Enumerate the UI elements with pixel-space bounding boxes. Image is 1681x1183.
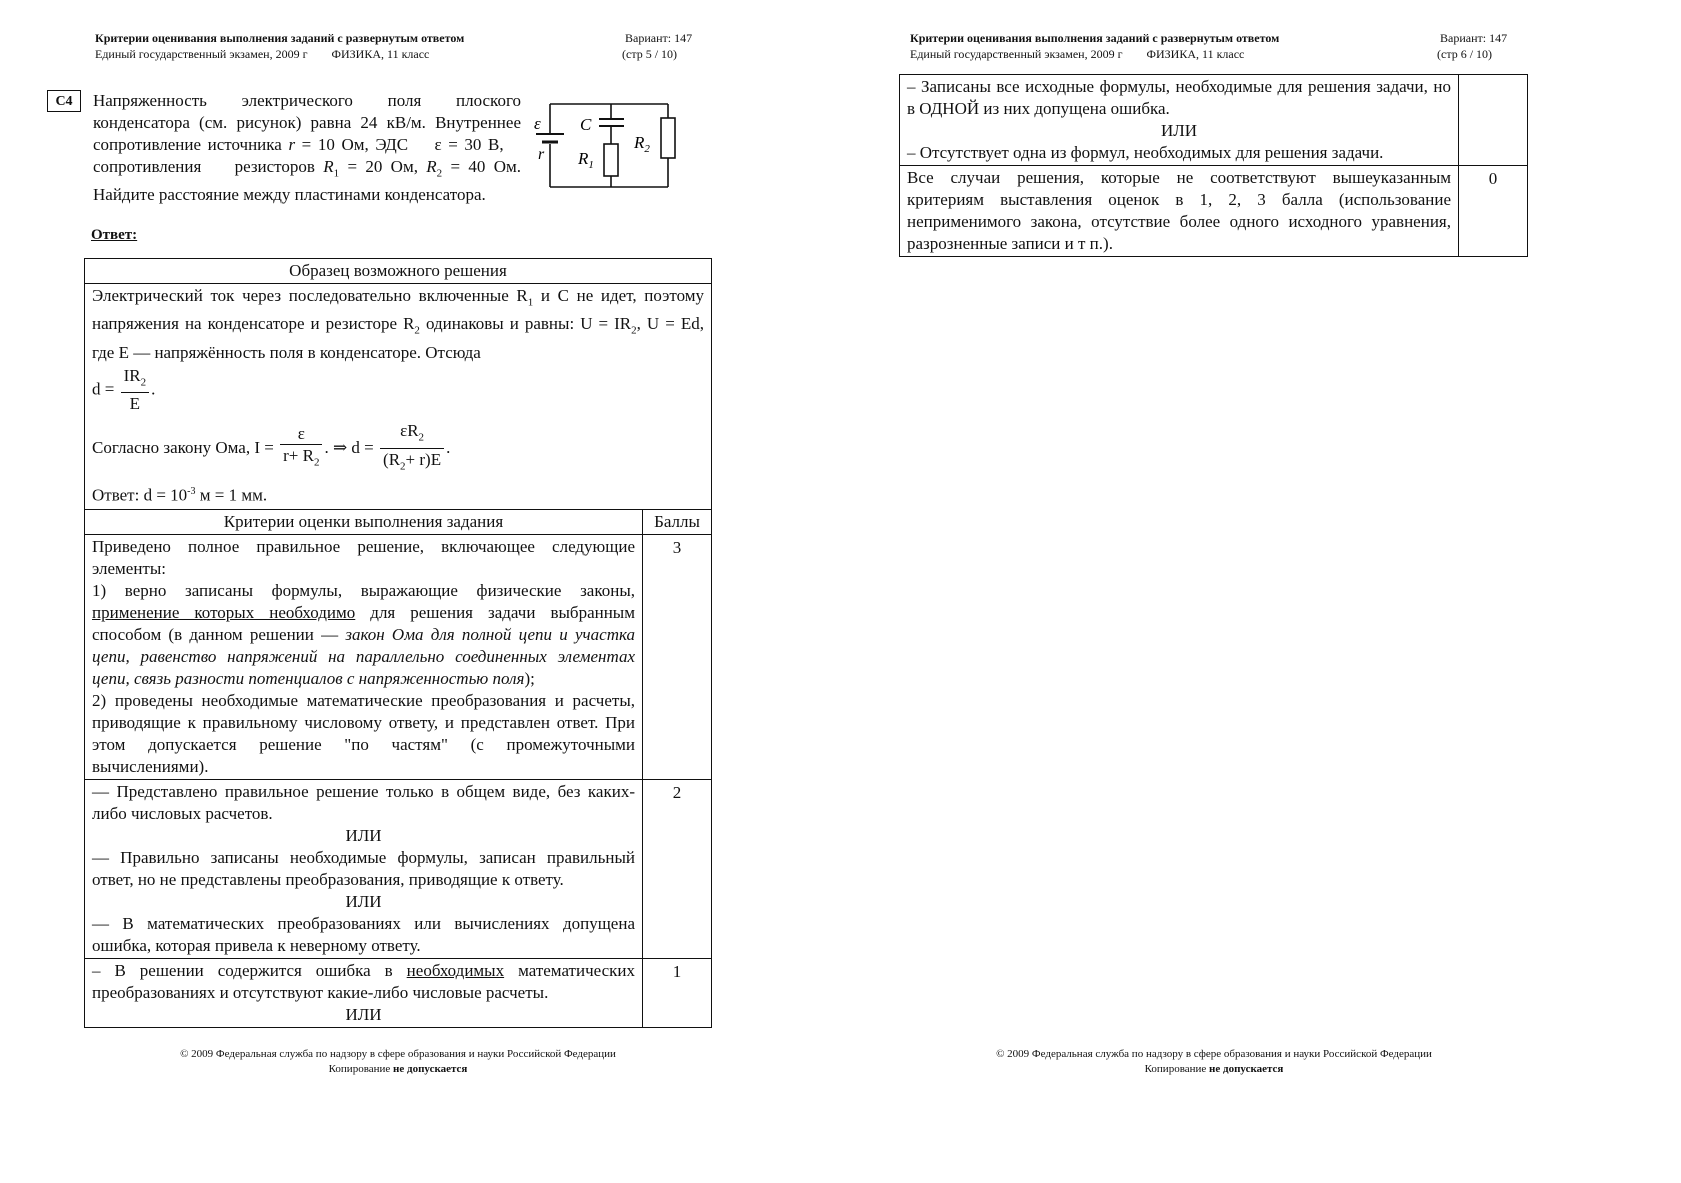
page-footer: © 2009 Федеральная служба по надзору в сфере образования и науки Российской Федерации Копирование не допускается [180, 1048, 616, 1075]
criterion-2: — Представлено правильное решение только в общем виде, без каких-либо числовых расчетов. ИЛИ — Правильно записаны необходимые формулы, записан правильный ответ, но не представлены преобразования, приводящие к ответу. ИЛИ — В математических преобразованиях или вычислениях допущена ошибка, которая привела к неверному ответу. [85, 779, 643, 958]
score-1-cont [1459, 75, 1528, 166]
solution-heading: Образец возможного решения [85, 259, 712, 284]
criterion-0: Все случаи решения, которые не соответствуют вышеуказанным критериям выставления оценок в 1, 2, 3 балла (использование неприменимого закона, отсутствие более одного исходного уравнения, разрозненные записи и т п.). [900, 166, 1459, 257]
points-heading: Баллы [643, 509, 712, 534]
formula-d: d = $\frac{IR_2}{E}$ . [92, 365, 156, 414]
r2-label: $R_2$ [634, 133, 650, 155]
score-1: 1 [643, 958, 712, 1027]
page-right [784, 0, 1568, 1104]
answer-label: Ответ: [91, 227, 138, 243]
criterion-1-part2: – Записаны все исходные формулы, необходимые для решения задачи, но в ОДНОЙ из них допущена ошибка. ИЛИ – Отсутствует одна из формул, необходимых для решения задачи. [900, 75, 1459, 166]
criteria-heading: Критерии оценки выполнения задания [85, 509, 643, 534]
emf-label: ε [534, 114, 541, 133]
task-condition: Напряженность электрического поля плоского конденсатора (см. рисунок) равна 24 кВ/м. Внутреннее сопротивление источника r = 10 Ом, ЭДС ε = 30 В, сопротивления резисторов $R_1 = 20$ Ом, $R_2 = 40$ Ом. Найдите расстояние между пластинами конденсатора. [93, 91, 522, 205]
header-title: Критерии оценивания выполнения заданий с развернутым ответом [95, 31, 465, 45]
circuit-diagram [528, 96, 680, 192]
c-label: C [580, 115, 592, 134]
solution-table [84, 258, 712, 1028]
score-3: 3 [643, 534, 712, 779]
criteria-table-continued [899, 74, 1528, 257]
score-0: 0 [1459, 166, 1528, 257]
header-variant: Вариант: 147 [625, 31, 693, 45]
r1-label: $R_1$ [578, 149, 594, 171]
r-label: r [538, 146, 545, 163]
header-page-number: (стр 5 / 10) [622, 47, 678, 61]
criterion-3: Приведено полное правильное решение, включающее следующие элементы: 1) верно записаны формулы, выражающие физические законы, применение которых необходимо для решения задачи выбранным способом (в данном решении — закон Ома для полной цепи и участка цепи, равенство напряжений на параллельно соединенных элементах цепи, связь разности потенциалов с напряженностью поля); 2) проведены необходимые математические преобразования и расчеты, приводящие к правильному числовому ответу, и представлен ответ. При этом допускается решение "по частям" (с промежуточными вычислениями). [85, 534, 643, 779]
header-subtitle: Единый государственный экзамен, 2009 г ФИЗИКА, 11 класс [910, 47, 1245, 61]
header-subtitle: Единый государственный экзамен, 2009 г ФИЗИКА, 11 класс [95, 47, 430, 61]
formula-ohm: Согласно закону Ома, I = $\frac{\varepsilon}{r+ R_2}$ . ⇒ d = $\frac{\varepsilon R_2}{(R_2+ r)E}$ . [92, 421, 451, 472]
page-footer: © 2009 Федеральная служба по надзору в сфере образования и науки Российской Федерации Копирование не допускается [996, 1048, 1432, 1075]
page-left [0, 0, 784, 1104]
header-title: Критерии оценивания выполнения заданий с развернутым ответом [910, 31, 1280, 45]
solution-body: Электрический ток через последовательно включенные $R_1$ и C не идет, поэтому напряжения на конденсаторе и резисторе $R_2$ одинаковы и равны: $U = IR_2$, U = Ed, где E — напряжённость поля в конденсаторе. Отсюда d = $\frac{IR_2}{E}$ . Согласно закону Ома, I = $\frac{\varepsilon}{r+ R_2}$ . ⇒ d = $\frac{\varepsilon R_2}{(R_2+ r)E}$ . Ответ: $d = 10^{-3}$ м = 1 мм. [85, 284, 712, 510]
solution-answer: Ответ: $d = 10^{-3}$ м = 1 мм. [92, 485, 268, 505]
criterion-1-part1: – В решении содержится ошибка в необходимых математических преобразованиях и отсутствуют какие-либо числовые расчеты. ИЛИ [85, 958, 643, 1027]
header-page-number: (стр 6 / 10) [1437, 47, 1493, 61]
task-label: C4 [47, 90, 81, 112]
score-2: 2 [643, 779, 712, 958]
header-variant: Вариант: 147 [1440, 31, 1508, 45]
